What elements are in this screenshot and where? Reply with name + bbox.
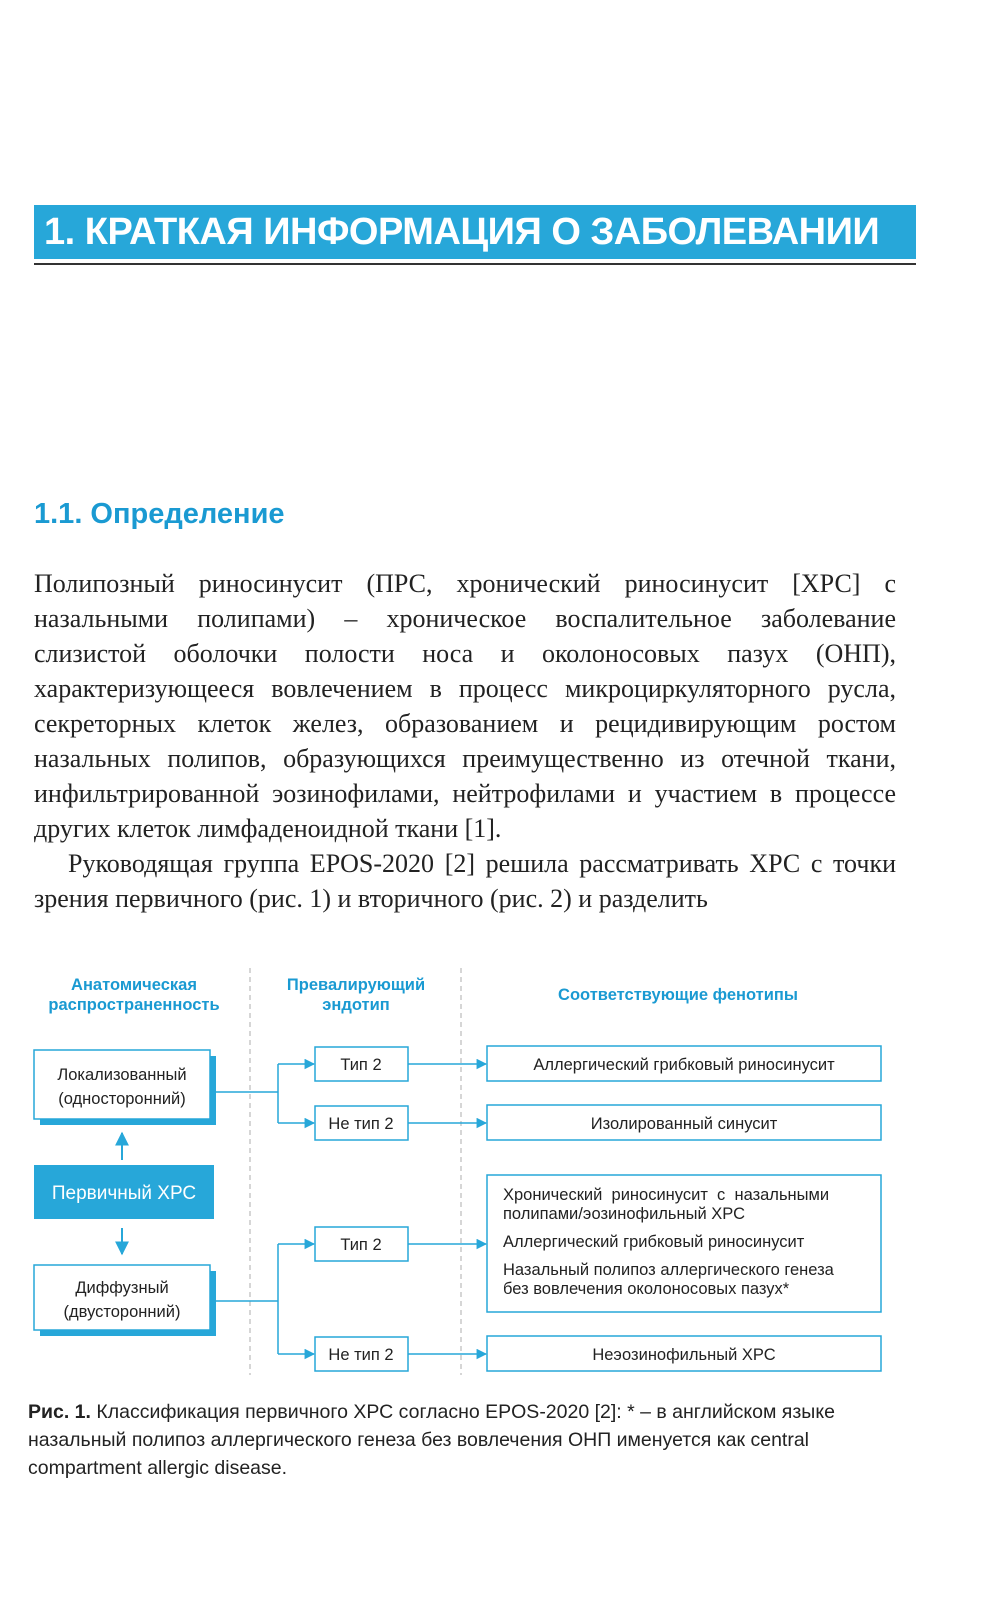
not-type2-label-top: Не тип 2 [328,1115,394,1133]
header-endotype-line2: эндотип [322,996,390,1014]
phenotype-crswnp-line1: Хронический риносинусит с назальными [503,1186,830,1204]
phenotype-non-eos: Неэозинофильный ХРС [592,1346,776,1364]
localized-box [34,1050,210,1119]
chapter-rule [34,263,916,265]
figure-caption [28,1398,902,1482]
header-phenotypes: Соответствующие фенотипы [558,986,798,1004]
type2-label-top: Тип 2 [340,1056,382,1074]
header-anatomy-line2: распространенность [48,996,220,1014]
localized-line1: Локализованный [57,1066,187,1084]
caption-text: Классификация первичного ХРС согласно EPOS-2020 [2]: * – в английском языке назальный полипоз аллергического генеза без вовлечения ОНП именуется как central compartment allergic disease. [28,1401,835,1479]
phenotype-nasal-polyp-line2: без вовлечения околоносовых пазух* [503,1280,790,1298]
phenotype-isolated: Изолированный синусит [590,1115,778,1133]
body-text [34,566,896,916]
phenotype-crswnp-line2: полипами/эозинофильный ХРС [503,1205,746,1223]
connector-localized [216,1064,278,1123]
not-type2-label-bottom: Не тип 2 [328,1346,394,1364]
classification-diagram [0,960,988,1390]
epos-paragraph: Руководящая группа EPOS-2020 [2] решила рассматривать ХРС с точки зрения первичного (рис. 1) и вторичного (рис. 2) и разделить [34,849,896,913]
phenotype-afrs-2: Аллергический грибковый риносинусит [503,1233,805,1251]
section-title: 1.1. Определение [34,498,285,530]
header-endotype-line1: Превалирующий [286,976,426,994]
definition-paragraph: Полипозный риносинусит (ПРС, хронический риносинусит [ХРС] с назальными полипами) – хроническое воспалительное заболевание слизистой оболочки полости носа и околоносовых пазух (ОНП), характеризующееся вовлечением в процесс микроциркуляторного русла, секреторных клеток желез, образованием и рецидивирующим ростом назальных полипов, образующихся преимущественно из отечной ткани, инфильтрированной эозинофилами, нейтрофилами и участием в процессе других клеток лимфаденоидной ткани [1]. [34,569,896,843]
localized-line2: (односторонний) [58,1090,186,1108]
phenotype-nasal-polyp-line1: Назальный полипоз аллергического генеза [503,1261,834,1279]
phenotype-afrs: Аллергический грибковый риносинусит [533,1056,835,1074]
caption-label: Рис. 1. [28,1401,91,1423]
primary-crs-label: Первичный ХРС [51,1183,197,1204]
chapter-title: 1. КРАТКАЯ ИНФОРМАЦИЯ О ЗАБОЛЕВАНИИ [34,205,916,259]
type2-label-bottom: Тип 2 [340,1236,382,1254]
connector-diffuse [216,1244,278,1354]
diffuse-line2: (двусторонний) [63,1303,181,1321]
diffuse-line1: Диффузный [75,1279,169,1297]
header-anatomy-line1: Анатомическая [71,976,197,994]
